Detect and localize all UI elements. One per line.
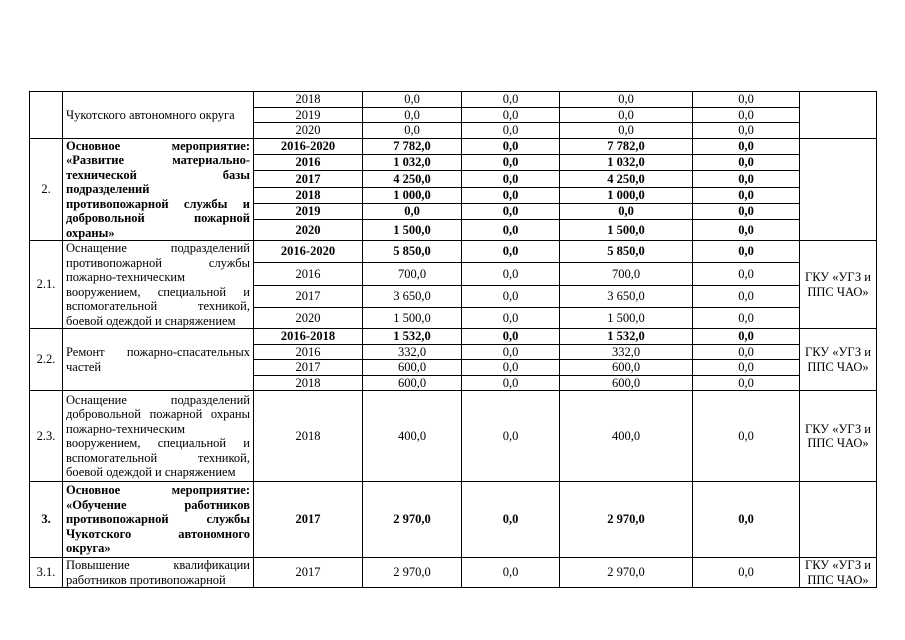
row-number	[30, 92, 63, 139]
activity-name-line: Повышение квалификации	[66, 558, 250, 572]
activity-name-line: Основное мероприятие:	[66, 483, 250, 498]
total-cell: 3 650,0	[363, 286, 462, 308]
funding-cell: 0,0	[462, 220, 560, 241]
responsible-cell	[800, 482, 877, 558]
total-cell: 5 850,0	[363, 241, 462, 263]
year-cell: 2018	[254, 187, 363, 203]
table-row	[30, 138, 877, 155]
activity-name	[63, 391, 254, 482]
year-cell: 2020	[254, 308, 363, 329]
activity-name-line: противопожарной службы	[66, 255, 250, 270]
responsible-cell	[800, 138, 877, 241]
total-cell: 1 500,0	[363, 220, 462, 241]
activity-name-line: добровольной пожарной охраны	[66, 407, 250, 421]
funding-cell: 0,0	[693, 220, 800, 241]
funding-cell: 1 500,0	[560, 220, 693, 241]
activity-name-line: противопожарной службы и	[66, 196, 250, 211]
year-cell: 2016-2020	[254, 138, 363, 155]
funding-cell: 0,0	[693, 107, 800, 123]
activity-name-line: Ремонт пожарно-спасательных	[66, 345, 250, 359]
activity-name-line: технической базы	[66, 167, 250, 182]
funding-cell: 0,0	[462, 360, 560, 376]
funding-cell: 0,0	[462, 263, 560, 286]
year-cell: 2016-2018	[254, 329, 363, 345]
total-cell: 2 970,0	[363, 482, 462, 558]
funding-cell: 0,0	[693, 558, 800, 588]
activity-name: Чукотского автономного округа	[63, 92, 254, 139]
funding-cell: 0,0	[462, 329, 560, 345]
funding-cell: 0,0	[693, 155, 800, 171]
activity-name-line: охраны»	[66, 225, 115, 240]
funding-cell: 0,0	[462, 92, 560, 108]
funding-cell: 0,0	[693, 360, 800, 376]
total-cell: 1 000,0	[363, 187, 462, 203]
funding-cell: 7 782,0	[560, 138, 693, 155]
table-row	[30, 329, 877, 345]
activity-name-line: работников противопожарной	[66, 572, 226, 587]
funding-cell: 0,0	[560, 203, 693, 220]
activity-name	[63, 138, 254, 241]
funding-cell: 0,0	[693, 241, 800, 263]
funding-cell: 0,0	[693, 482, 800, 558]
activity-name-line: боевой одеждой и снаряжением	[66, 465, 236, 479]
activity-name-line: округа»	[66, 541, 111, 556]
year-cell: 2018	[254, 391, 363, 482]
funding-cell: 0,0	[693, 391, 800, 482]
activity-name-line: добровольной пожарной	[66, 211, 250, 225]
funding-cell: 0,0	[462, 482, 560, 558]
total-cell: 700,0	[363, 263, 462, 286]
year-cell: 2017	[254, 558, 363, 588]
funding-cell: 0,0	[693, 308, 800, 329]
activity-name	[63, 329, 254, 391]
responsible-cell	[800, 92, 877, 139]
activity-name-line: пожарно-техническим	[66, 270, 186, 284]
activity-name-line: подразделений	[66, 182, 150, 196]
activity-name	[63, 241, 254, 329]
funding-cell: 0,0	[462, 558, 560, 588]
funding-cell: 0,0	[462, 391, 560, 482]
total-cell: 2 970,0	[363, 558, 462, 588]
funding-cell: 1 000,0	[560, 187, 693, 203]
funding-cell: 0,0	[693, 92, 800, 108]
activity-name-line: противопожарной службы	[66, 512, 250, 527]
activity-name-line: «Развитие материально-	[66, 153, 250, 167]
table-row	[30, 482, 877, 558]
total-cell: 1 500,0	[363, 308, 462, 329]
row-number: 2.	[30, 138, 63, 241]
responsible-cell: ГКУ «УГЗ и ППС ЧАО»	[800, 329, 877, 391]
year-cell: 2016	[254, 155, 363, 171]
total-cell: 4 250,0	[363, 171, 462, 188]
responsible-cell: ГКУ «УГЗ и ППС ЧАО»	[800, 241, 877, 329]
funding-cell: 1 532,0	[560, 329, 693, 345]
funding-cell: 0,0	[462, 138, 560, 155]
year-cell: 2017	[254, 171, 363, 188]
funding-cell: 0,0	[693, 123, 800, 139]
total-cell: 1 532,0	[363, 329, 462, 345]
row-number: 2.3.	[30, 391, 63, 482]
responsible-cell: ГКУ «УГЗ и ППС ЧАО»	[800, 558, 877, 588]
funding-cell: 0,0	[462, 187, 560, 203]
funding-cell: 0,0	[693, 286, 800, 308]
funding-cell: 0,0	[693, 187, 800, 203]
total-cell: 332,0	[363, 344, 462, 360]
program-funding-table	[29, 91, 877, 588]
year-cell: 2016	[254, 344, 363, 360]
funding-cell: 0,0	[560, 107, 693, 123]
total-cell: 0,0	[363, 203, 462, 220]
activity-name-line: Оснащение подразделений	[66, 392, 250, 407]
activity-name-line: «Обучение работников	[66, 497, 250, 512]
year-cell: 2020	[254, 220, 363, 241]
activity-name	[63, 482, 254, 558]
funding-cell: 332,0	[560, 344, 693, 360]
year-cell: 2017	[254, 286, 363, 308]
funding-cell: 0,0	[693, 263, 800, 286]
year-cell: 2020	[254, 123, 363, 139]
funding-cell: 0,0	[462, 344, 560, 360]
funding-cell: 0,0	[693, 344, 800, 360]
funding-cell: 0,0	[693, 171, 800, 188]
total-cell: 1 032,0	[363, 155, 462, 171]
year-cell: 2016-2020	[254, 241, 363, 263]
activity-name-line: вооружением, специальной и	[66, 284, 250, 299]
activity-name-line: пожарно-техническим	[66, 421, 186, 436]
total-cell: 0,0	[363, 92, 462, 108]
funding-cell: 0,0	[693, 203, 800, 220]
activity-name-line: частей	[66, 359, 102, 374]
activity-name-line: вооружением, специальной и	[66, 436, 250, 450]
total-cell: 600,0	[363, 375, 462, 391]
total-cell: 0,0	[363, 123, 462, 139]
funding-cell: 3 650,0	[560, 286, 693, 308]
funding-cell: 700,0	[560, 263, 693, 286]
funding-cell: 2 970,0	[560, 482, 693, 558]
activity-name-line: вспомогательной техникой,	[66, 450, 250, 465]
year-cell: 2019	[254, 107, 363, 123]
table-row	[30, 558, 877, 588]
funding-cell: 0,0	[462, 203, 560, 220]
funding-cell: 0,0	[462, 155, 560, 171]
activity-name-line: Оснащение подразделений	[66, 241, 250, 255]
year-cell: 2017	[254, 482, 363, 558]
funding-cell: 0,0	[693, 375, 800, 391]
activity-name-line: Основное мероприятие:	[66, 138, 250, 153]
funding-cell: 4 250,0	[560, 171, 693, 188]
table-row	[30, 391, 877, 482]
funding-cell: 400,0	[560, 391, 693, 482]
funding-cell: 0,0	[560, 123, 693, 139]
funding-cell: 0,0	[693, 329, 800, 345]
activity-name-line: Чукотского автономного	[66, 526, 250, 541]
funding-cell: 600,0	[560, 375, 693, 391]
row-number: 3.1.	[30, 558, 63, 588]
funding-cell: 600,0	[560, 360, 693, 376]
funding-cell: 0,0	[462, 123, 560, 139]
table-row	[30, 92, 877, 108]
activity-name	[63, 558, 254, 588]
funding-cell: 0,0	[560, 92, 693, 108]
year-cell: 2018	[254, 375, 363, 391]
activity-name-line: боевой одеждой и снаряжением	[66, 313, 236, 328]
funding-cell: 1 032,0	[560, 155, 693, 171]
funding-cell: 0,0	[462, 375, 560, 391]
year-cell: 2016	[254, 263, 363, 286]
funding-cell: 0,0	[462, 107, 560, 123]
total-cell: 600,0	[363, 360, 462, 376]
row-number: 2.1.	[30, 241, 63, 329]
year-cell: 2018	[254, 92, 363, 108]
funding-cell: 0,0	[462, 171, 560, 188]
total-cell: 0,0	[363, 107, 462, 123]
funding-cell: 0,0	[462, 286, 560, 308]
responsible-cell: ГКУ «УГЗ и ППС ЧАО»	[800, 391, 877, 482]
total-cell: 7 782,0	[363, 138, 462, 155]
funding-cell: 0,0	[693, 138, 800, 155]
funding-cell: 0,0	[462, 241, 560, 263]
table-row	[30, 241, 877, 263]
row-number: 3.	[30, 482, 63, 558]
row-number: 2.2.	[30, 329, 63, 391]
year-cell: 2017	[254, 360, 363, 376]
funding-cell: 5 850,0	[560, 241, 693, 263]
total-cell: 400,0	[363, 391, 462, 482]
funding-cell: 2 970,0	[560, 558, 693, 588]
funding-cell: 1 500,0	[560, 308, 693, 329]
year-cell: 2019	[254, 203, 363, 220]
activity-name-line: вспомогательной техникой,	[66, 299, 250, 313]
funding-cell: 0,0	[462, 308, 560, 329]
